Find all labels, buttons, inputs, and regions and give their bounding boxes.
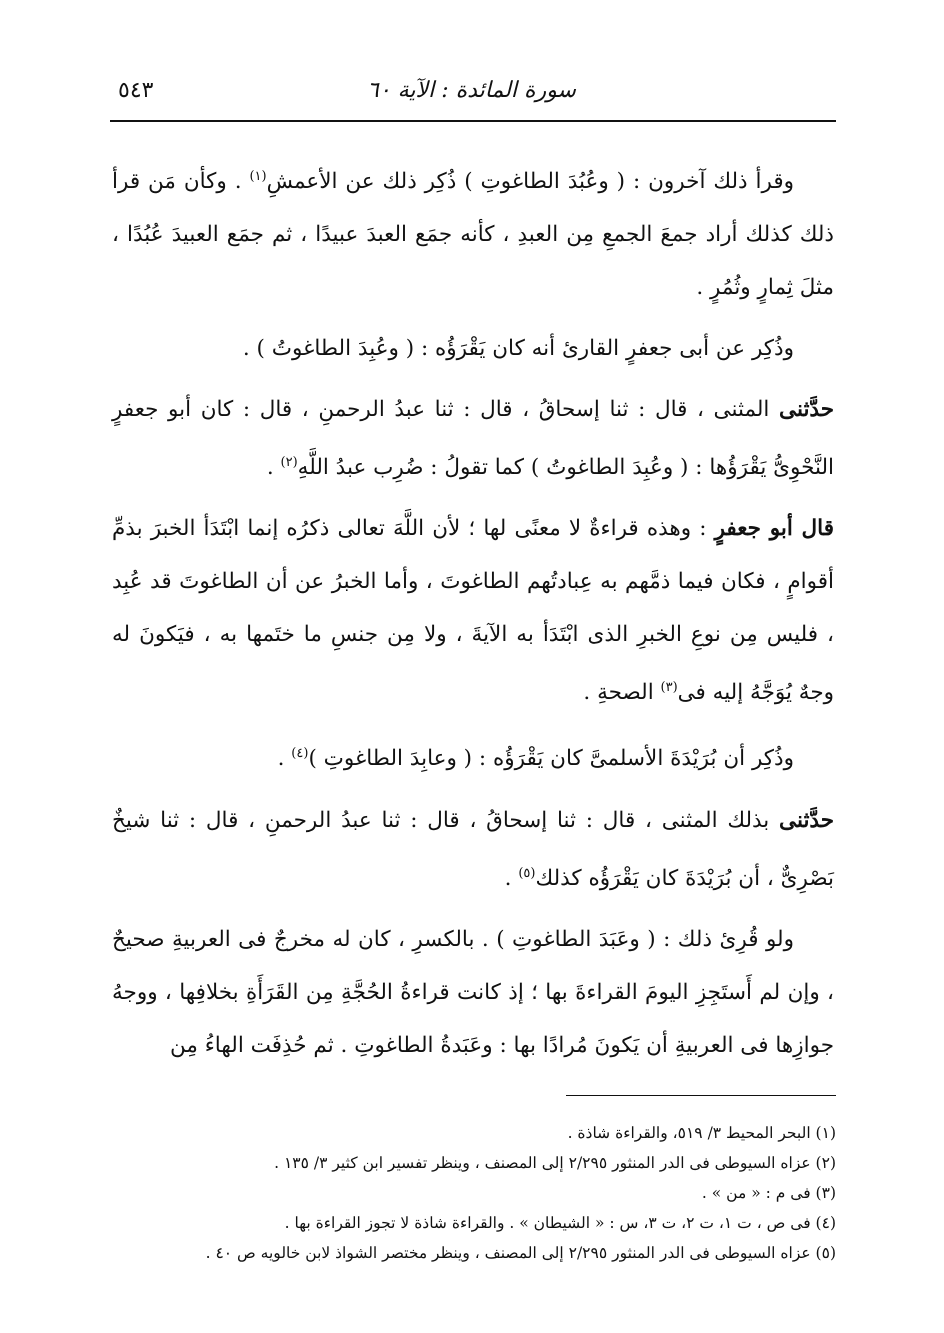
paragraph-4-end: الصحةِ . — [583, 680, 661, 706]
paragraph-4-text: : وهذه قراءةٌ لا معنًى لها ؛ لأن اللَّهَ تعالى ذكرُه إنما ابْتَدَأ الخبرَ بذمِّ أقوامٍ ، فكان فيما ذمَّهم به عِبادتُهم الطاغوتَ ، وأما الخبرُ عن أن الطاغوتَ قد عُبِد ، فليس مِن نوعِ الخبرِ الذى ابْتَدَأ به الآيةَ ، ولا مِن جنسِ ما ختَمها به ، فيَكونَ له وجهٌ يُوَجَّهُ إليه فى — [112, 516, 834, 706]
paragraph-7: ولو قُرِئ ذلك : ( وعَبَدَ الطاغوتِ ) . بالكسرِ ، كان له مخرجٌ فى العربيةِ صحيحٌ ، وإن لم أَستَجِزِ اليومَ القراءةَ بها ؛ إذ كانت قراءةُ الحُجَّةِ مِن القَرَأَةِ بخلافِها ، ووجهُ جوازِها فى العربيةِ أن يَكونَ مُرادًا بها : وعَبَدةُ الطاغوتِ . ثم حُذِفَت الهاءُ مِن — [112, 926, 834, 1058]
paragraph-3-text: المثنى ، قال : ثنا إسحاقُ ، قال : ثنا عبدُ الرحمنِ ، قال : كان أبو جعفرٍ النَّحْوِىُّ يَقْرَؤُها : ( وعُبِدَ الطاغوتُ ) كما تقولُ : ضُرِب عبدُ اللَّهِ — [112, 397, 834, 481]
footnote-5: (٥) عزاه السيوطى فى الدر المنثور ٢/٢٩٥ إلى المصنف ، وينظر مختصر الشواذ لابن خالويه ص ٤٠ . — [205, 1244, 836, 1262]
paragraph-2: وذُكِر عن أبى جعفرٍ القارئ أنه كان يَقْرَؤُه : ( وعُبِدَ الطاغوتُ ) . — [242, 336, 794, 362]
footnote-ref-1[interactable]: (١) — [249, 169, 267, 184]
page-number: ٥٤٣ — [118, 78, 154, 103]
footnote-3: (٣) فى م : « من » . — [701, 1184, 836, 1202]
footnote-ref-4[interactable]: (٤) — [291, 746, 309, 762]
running-title: سورة المائدة : الآية ٦٠ — [367, 78, 576, 103]
paragraph-1-text-b: . وكأن مَن قرأ ذلك كذلك أراد جمعَ الجمعِ مِن العبدِ ، كأنه جمَع العبدَ عبيدًا ، ثم جمَع العبيدَ عُبُدًا ، مثلَ ثِمارٍ وثُمُرٍ . — [112, 169, 834, 301]
paragraph-6-text: بذلك المثنى ، قال : ثنا إسحاقُ ، قال : ثنا عبدُ الرحمنِ ، قال : ثنا شيخٌ بَصْرِىٌّ ، أن بُرَيْدَةَ كان يَقْرَؤُه كذلك — [112, 807, 834, 891]
footnote-separator — [566, 1095, 836, 1096]
footnote-ref-2[interactable]: (٢) — [280, 455, 298, 471]
footnote-ref-5[interactable]: (٥) — [518, 865, 536, 881]
footnote-2: (٢) عزاه السيوطى فى الدر المنثور ٢/٢٩٥ إلى المصنف ، وينظر تفسير ابن كثير ٣/ ١٣٥ . — [274, 1154, 836, 1172]
paragraph-6-lead: حدَّثنى — [779, 807, 834, 833]
paragraph-1-text-a: وقرأ ذلك آخرون : ( وعُبُدَ الطاغوتِ ) ذُكِر ذلك عن الأعمشِ — [266, 169, 794, 195]
main-text — [112, 150, 834, 1080]
header-rule — [110, 120, 836, 122]
footnote-1: (١) البحر المحيط ٣/ ٥١٩، والقراءة شاذة . — [567, 1124, 836, 1142]
paragraph-6-end: . — [504, 865, 519, 891]
footnotes — [112, 1118, 836, 1268]
footnote-ref-3[interactable]: (٣) — [660, 680, 678, 696]
paragraph-5-end: . — [277, 746, 292, 772]
paragraph-3-lead: حدَّثنى — [779, 397, 834, 423]
footnote-4: (٤) فى ص ، ت ١، ت ٢، ت ٣، س : « الشيطان » . والقراءة شاذة لا تجوز القراءة بها . — [284, 1214, 836, 1232]
page-header — [112, 78, 836, 112]
paragraph-1 — [112, 150, 834, 314]
paragraph-4 — [112, 502, 834, 719]
paragraph-5-text: وذُكِر أن بُرَيْدَةَ الأسلمىَّ كان يَقْرَؤُه : ( وعابِدَ الطاغوتِ ) — [308, 746, 794, 772]
paragraph-5 — [112, 727, 834, 785]
paragraph-6 — [112, 794, 834, 905]
paragraph-3-end: . — [266, 455, 281, 481]
paragraph-4-lead: قال أبو جعفرٍ — [714, 516, 834, 542]
paragraph-3 — [112, 383, 834, 494]
